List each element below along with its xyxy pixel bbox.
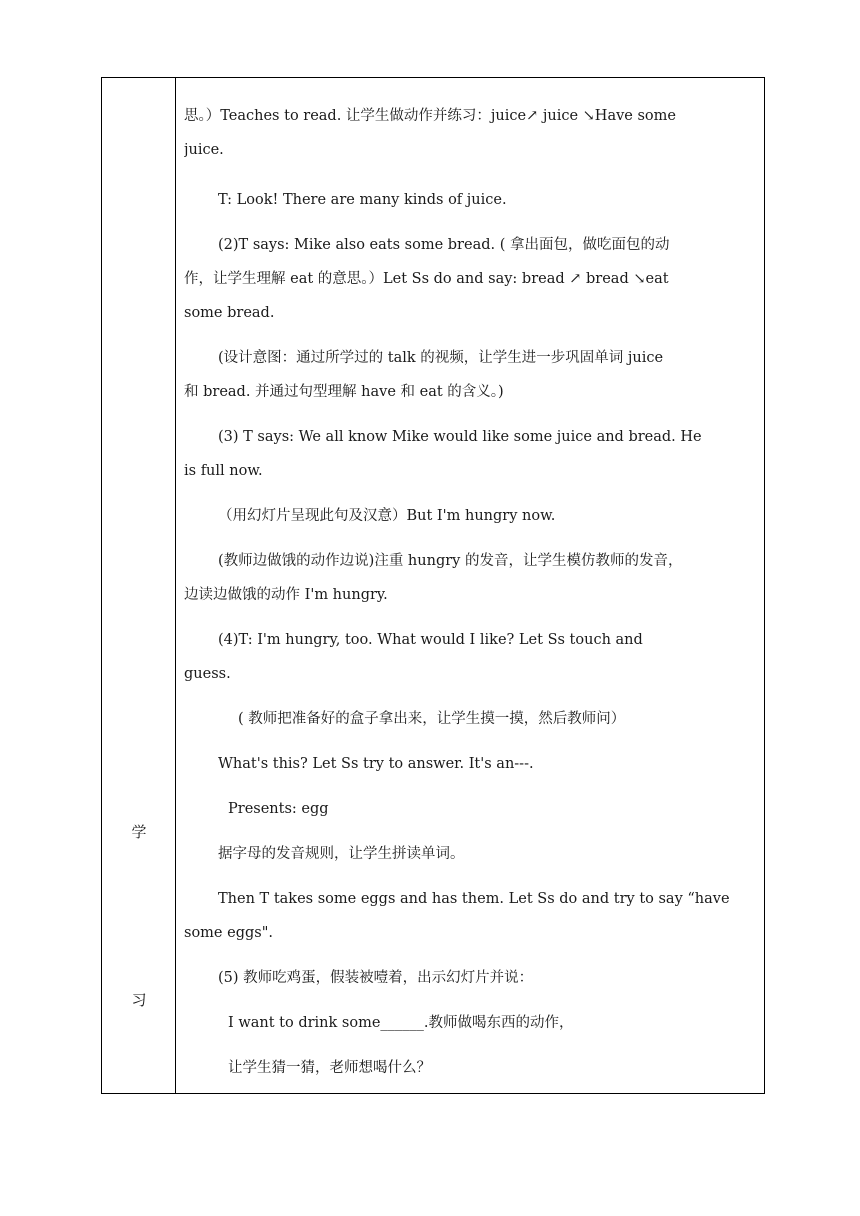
text-line: (3) T says: We all know Mike would like some juice and bread. He xyxy=(218,429,702,445)
text-line: (教师边做饿的动作边说)注重 hungry 的发音，让学生模仿教师的发音， xyxy=(218,553,683,569)
text-line: (4)T: I'm hungry, too. What would I like? Let Ss touch and xyxy=(218,632,643,648)
text-line: (2)T says: Mike also eats some bread. ( 拿出面包，做吃面包的动 xyxy=(218,237,670,253)
text-line: 作，让学生理解 eat 的意思。）Let Ss do and say: bread ↗ bread ↘eat xyxy=(184,271,669,287)
text-line: juice. xyxy=(184,142,224,158)
text-line: 边读边做饿的动作 I'm hungry. xyxy=(184,587,388,603)
content-cell xyxy=(176,78,764,1093)
text-line: guess. xyxy=(184,666,231,682)
text-line: Then T takes some eggs and has them. Let Ss do and try to say “have xyxy=(218,891,730,907)
text-line: （用幻灯片呈现此句及汉意）But I'm hungry now. xyxy=(218,508,556,524)
text-line: 让学生猜一猜，老师想喝什么？ xyxy=(228,1060,431,1076)
text-line: (5) 教师吃鸡蛋，假装被噎着，出示幻灯片并说： xyxy=(218,970,534,986)
text-line: (设计意图：通过所学过的 talk 的视频，让学生进一步巩固单词 juice xyxy=(218,350,664,366)
text-line: ( 教师把准备好的盒子拿出来，让学生摸一摸，然后教师问） xyxy=(238,711,626,727)
text-line: Presents: egg xyxy=(228,801,329,817)
side-label-char-2: 习 xyxy=(131,991,147,1009)
text-line: 和 bread. 并通过句型理解 have 和 eat 的含义。) xyxy=(184,384,504,400)
text-line: 据字母的发音规则，让学生拼读单词。 xyxy=(218,846,465,862)
text-line: some bread. xyxy=(184,305,275,321)
text-line: some eggs". xyxy=(184,925,273,941)
text-line: What's this? Let Ss try to answer. It's an---. xyxy=(218,756,534,772)
text-line: is full now. xyxy=(184,463,263,479)
text-line: I want to drink some______.教师做喝东西的动作， xyxy=(228,1015,574,1031)
side-label-char-1: 学 xyxy=(131,823,147,841)
text-line: T: Look! There are many kinds of juice. xyxy=(218,192,507,208)
lesson-plan-table xyxy=(101,77,765,1094)
text-line: 思。）Teaches to read. 让学生做动作并练习：juice↗ juice ↘Have some xyxy=(184,108,676,124)
